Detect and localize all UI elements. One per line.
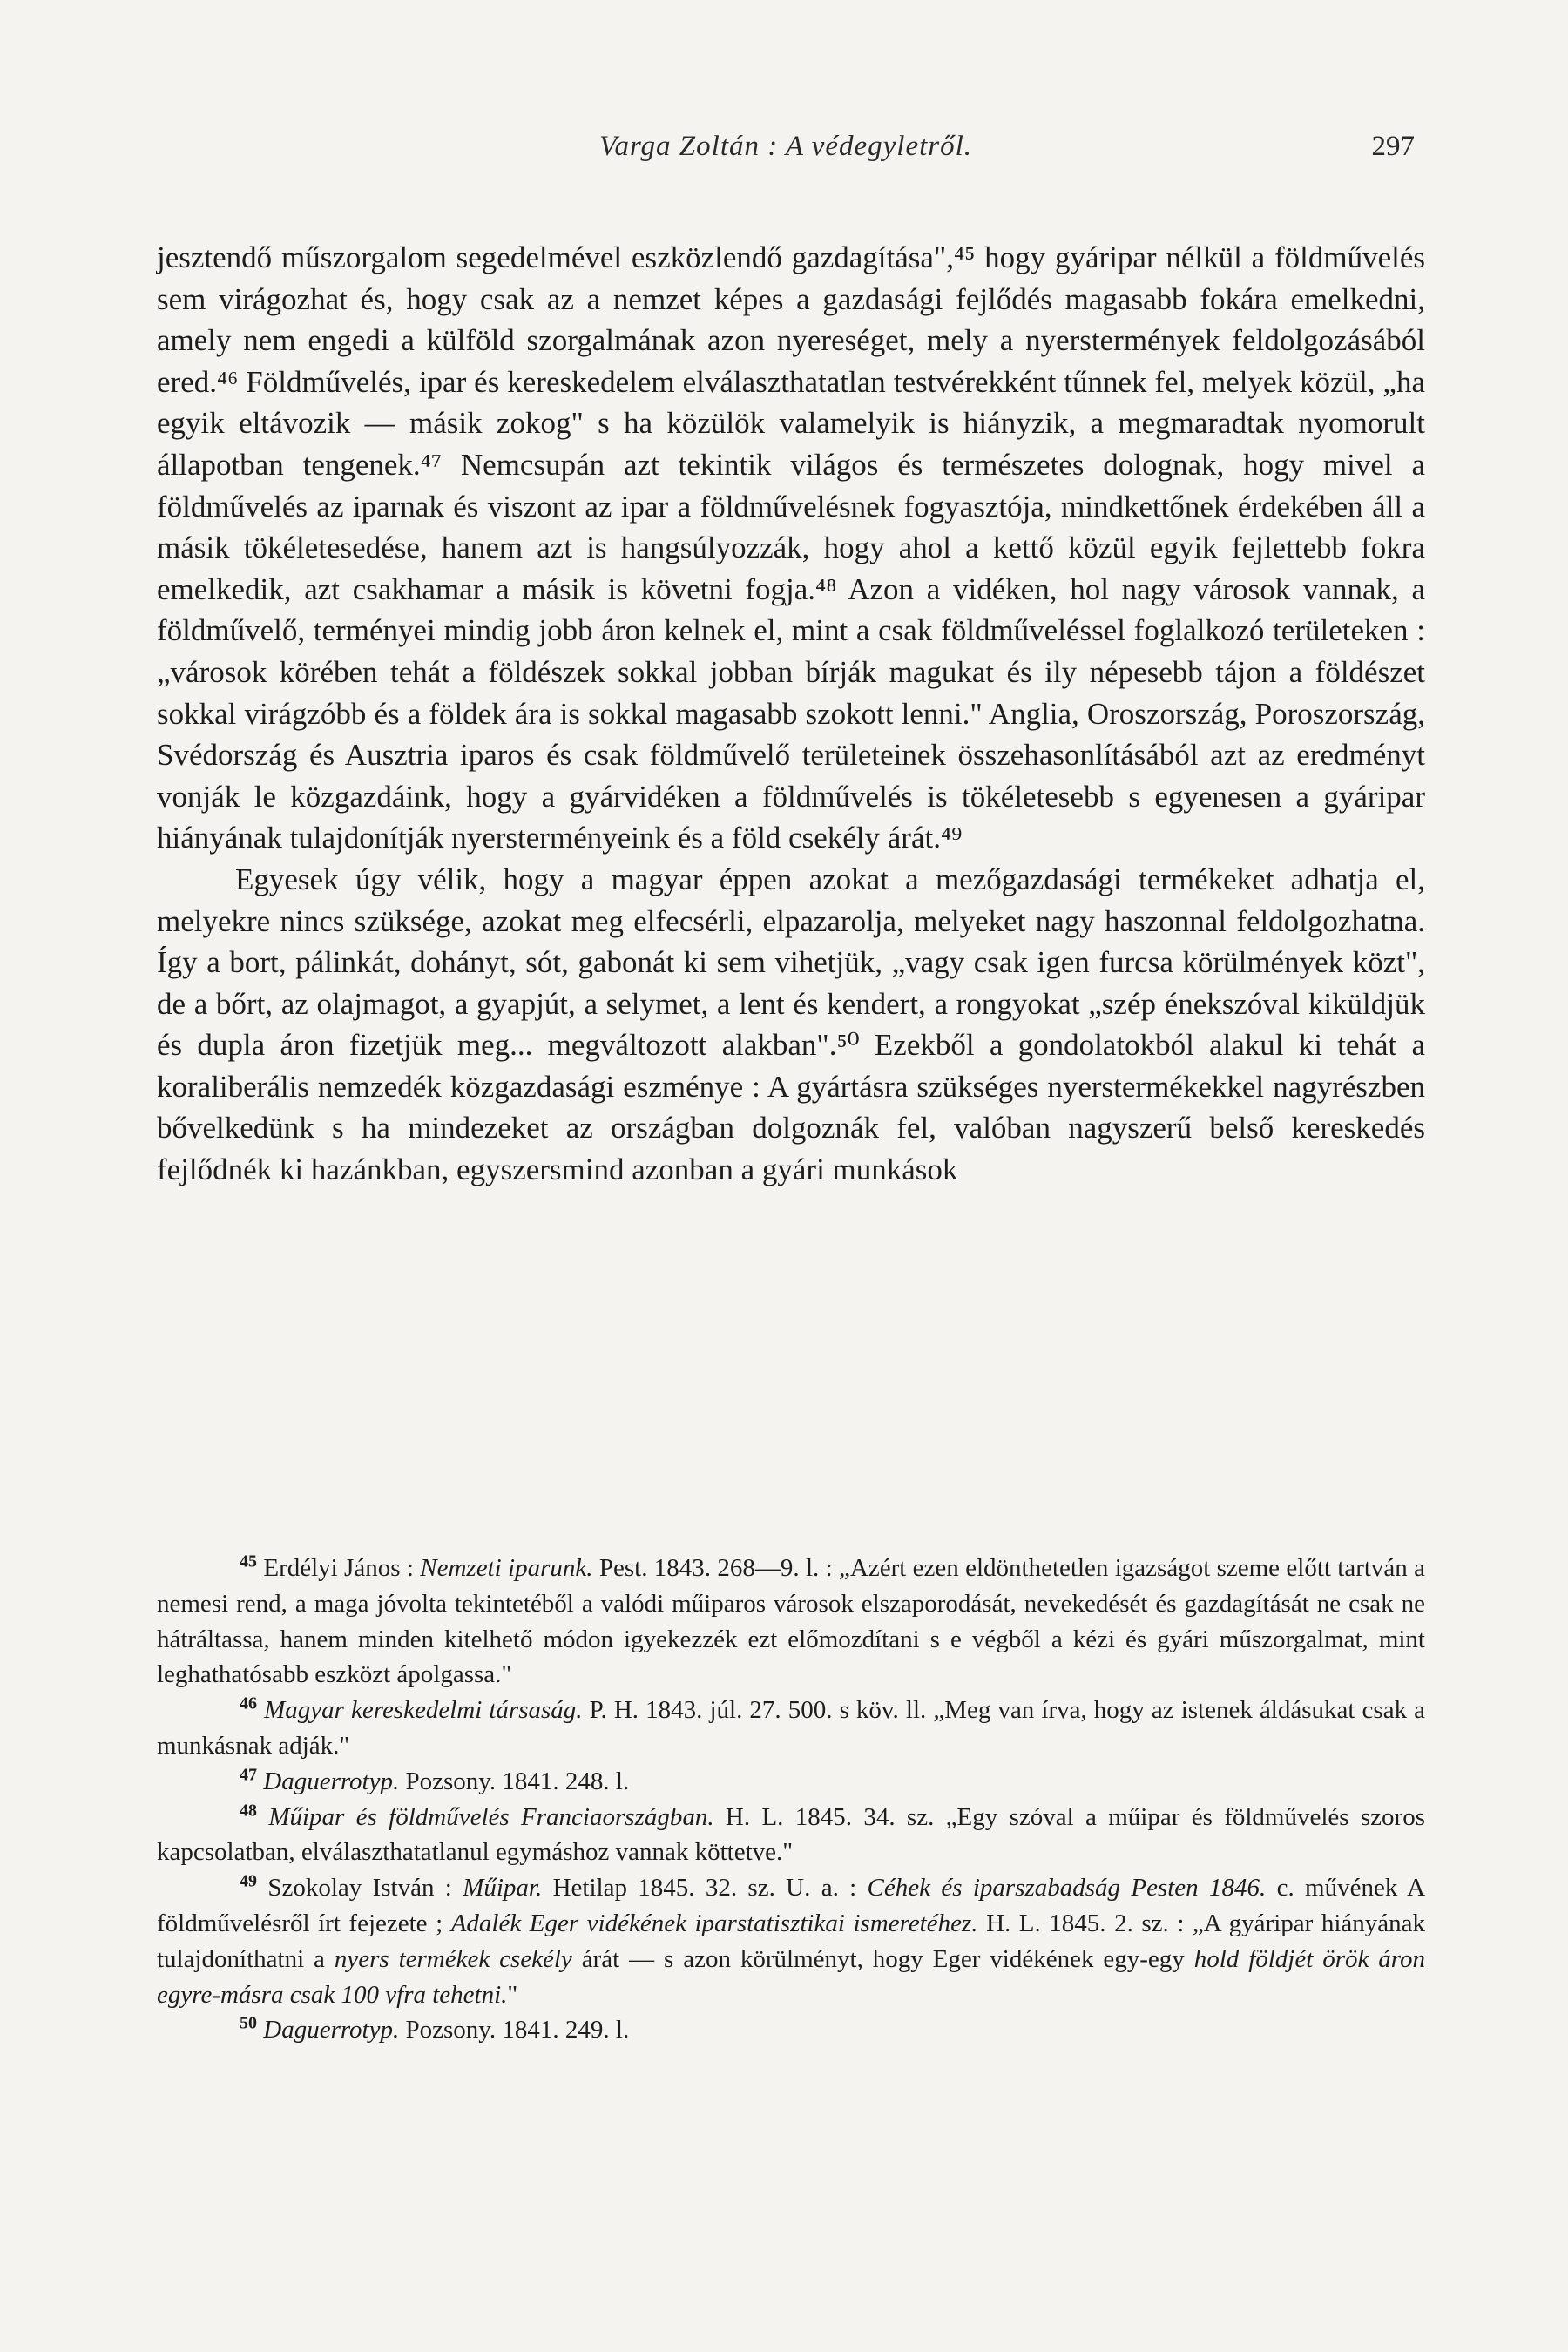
running-title: Varga Zoltán : A védegyletről. [598,131,973,162]
footnote-title: Daguerrotyp. [263,2016,400,2044]
footnote-title: Adalék Eger vidékének iparstatisztikai ismeretéhez. [450,1909,978,1937]
footnote-emphasis: nyers termékek csekély [334,1944,572,1973]
footnote-text: H. L. 1845. 2. sz. : „A gyáripar hiányának tulajdoníthatni a [157,1909,1426,1973]
footnote-title: Céhek és iparszabadság Pesten 1846. [867,1874,1267,1903]
footnote-48 [157,1800,1425,1871]
footnote-number: 46 [240,1693,257,1713]
footnote-text: c. művének A földművelésről írt fejezete ; [157,1874,1426,1937]
footnote-50 [157,2012,1425,2048]
footnote-text: Hetilap 1845. 32. sz. U. a. : [542,1874,868,1903]
footnote-text: " [507,1980,518,2009]
footnote-title: Nemzeti iparunk. [420,1554,593,1582]
page-number: 297 [1371,131,1415,162]
footnote-text: H. L. 1845. 34. sz. „Egy szóval a műipar és földművelés szoros kapcsolatban, elválaszthatatlanul egymáshoz vannak köttetve." [157,1802,1425,1867]
page-header [157,131,1415,183]
footnote-emphasis: hold földjét örök áron egyre-másra csak 100 vfra tehetni. [157,1944,1425,2009]
footnote-text: Pozsony. 1841. 248. l. [399,1767,630,1795]
paragraph-1: jesztendő műszorgalom segedelmével eszközlendő gazdagítása",⁴⁵ hogy gyáripar nélkül a földművelés sem virágozhat és, hogy csak az a nemzet képes a gazdasági fejlődés magasabb fokára emelkedni, amely nem engedi a külföld szorgalmának azon nyereséget, mely a nyerstermények feldolgozásából ered.⁴⁶ Földművelés, ipar és kereskedelem elválaszthatatlan testvérekként tűnnek fel, melyek közül, „ha egyik eltávozik — másik zokog" s ha közülök valamelyik is hiányzik, a megmaradtak nyomorult állapotban tengenek.⁴⁷ Nemcsupán azt tekintik világos és természetes dolognak, hogy mivel a földművelés az iparnak és viszont az ipar a földművelésnek fogyasztója, mindkettőnek érdekében áll a másik tökéletesedése, hanem azt is hangsúlyozzák, hogy ahol a kettő közül egyik fejlettebb fokra emelkedik, azt csakhamar a másik is követni fogja.⁴⁸ Azon a vidéken, hol nagy városok vannak, a földművelő, terményei mindig jobb áron kelnek el, mint a csak földműveléssel foglalkozó területeken : „városok körében tehát a földészek sokkal jobban bírják magukat és ily népesebb tájon a földészet sokkal virágzóbb és a földek ára is sokkal magasabb szokott lenni." Anglia, Oroszország, Poroszország, Svédország és Ausztria iparos és csak földművelő területeinek összehasonlításából azt az eredményt vonják le közgazdáink, hogy a gyárvidéken a földművelés is tökéletesebb s egyenesen a gyáripar hiányának tulajdonítják nyersterményeink és a föld csekély árát.⁴⁹ [157,240,1425,855]
footnote-number: 48 [240,1800,257,1820]
footnote-title: Műipar és földművelés Franciaországban. [268,1802,714,1831]
footnote-text: Szokolay István : [267,1874,463,1903]
footnote-number: 49 [240,1871,257,1891]
footnote-title: Műipar. [463,1874,543,1903]
footnote-text: Pozsony. 1841. 249. l. [399,2016,630,2044]
footnote-text: Erdélyi János : [263,1554,421,1582]
footnote-text: Pest. 1843. 268—9. l. : „Azért ezen eldönthetetlen igazságot szeme előtt tartván a nemesi rend, a maga jóvolta tekintetéből a valódi műiparos városok elszaporodását, nevekedését és gazdagítását ne csak ne hátráltassa, hanem minden kitelhető módon igyekezzék ezt előmozdítani s e végből a kézi és gyári műszorgalmat, mint leghathatósabb eszközt ápolgassa." [157,1554,1426,1689]
footnote-title: Daguerrotyp. [263,1767,400,1795]
footnote-47 [157,1764,1425,1800]
footnote-number: 50 [240,2013,257,2033]
body-text [157,237,1425,1191]
footnote-number: 47 [240,1765,257,1785]
paragraph-2: Egyesek úgy vélik, hogy a magyar éppen azokat a mezőgazdasági termékeket adhatja el, melyekre nincs szüksége, azokat meg elfecsérli, elpazarolja, melyeket nagy haszonnal feldolgozhatna. Így a bort, pálinkát, dohányt, sót, gabonát ki sem vihetjük, „vagy csak igen furcsa körülmények közt", de a bőrt, az olajmagot, a gyapjút, a selymet, a lent és kendert, a rongyokat „szép énekszóval kiküldjük és dupla áron fizetjük meg... megváltozott alakban".⁵⁰ Ezekből a gondolatokból alakul ki tehát a koraliberális nemzedék közgazdasági eszménye : A gyártásra szükséges nyerstermékekkel nagyrészben bővelkedünk s ha mindezeket az országban dolgoznák fel, valóban nagyszerű belső kereskedés fejlődnék ki hazánkban, egyszersmind azonban a gyári munkások [157,862,1425,1187]
footnote-number: 45 [240,1551,257,1571]
footnote-45 [157,1551,1425,1693]
footnotes [157,1551,1425,2048]
footnote-46 [157,1693,1425,1764]
footnote-title: Magyar kereskedelmi társaság. [264,1696,583,1725]
footnote-49 [157,1870,1425,2012]
footnote-text: árát — s azon körülményt, hogy Eger vidékének egy-egy [571,1944,1194,1973]
footnote-text: P. H. 1843. júl. 27. 500. s köv. ll. „Meg van írva, hogy az istenek áldásukat csak a munkásnak adják." [157,1696,1426,1760]
